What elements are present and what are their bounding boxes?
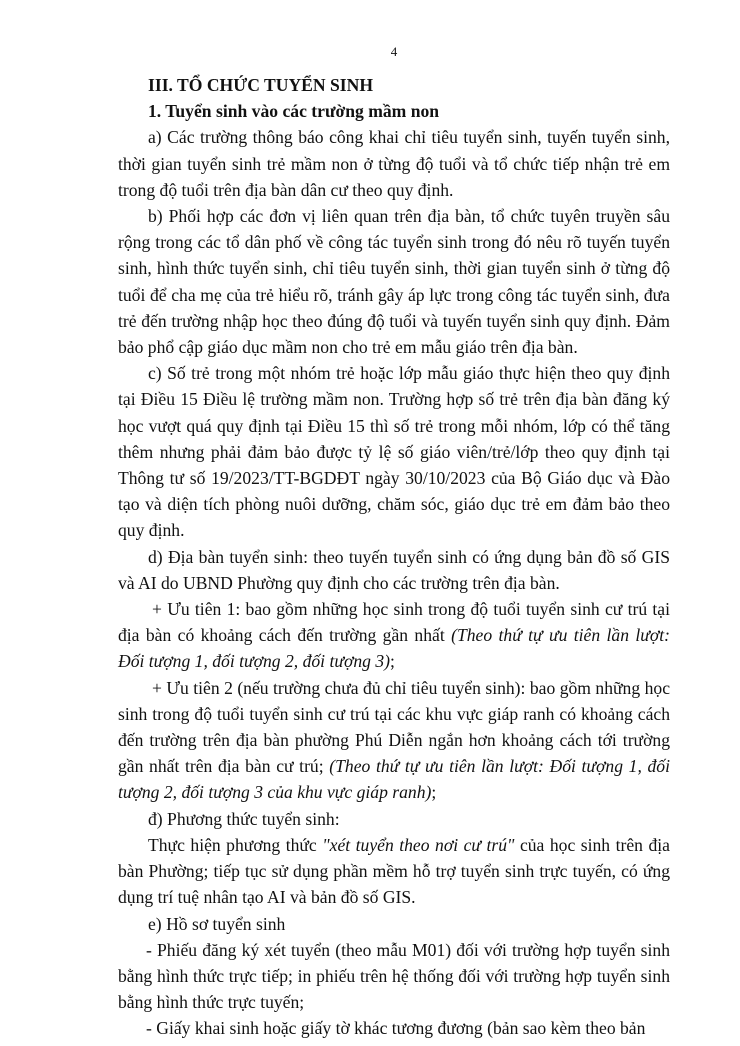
paragraph-dd: đ) Phương thức tuyển sinh:	[148, 808, 340, 829]
priority-1-end: ;	[390, 651, 395, 672]
method-post: của học sinh trên địa bàn Phường; tiếp tục sử dụng phần mềm hỗ trợ tuyển sinh trực tuyến, có ứng dụng trí tuệ nhân tạo AI và bản đồ số GIS.	[118, 834, 670, 908]
paragraph-a: a) Các trường thông báo công khai chỉ tiêu tuyển sinh, tuyến tuyển sinh, thời gian tuyển sinh trẻ mầm non ở từng độ tuổi và tổ chức tiếp nhận trẻ em trong độ tuổi trên địa bàn dân cư theo quy định.	[118, 127, 670, 200]
section-heading: III. TỔ CHỨC TUYỂN SINH	[148, 75, 374, 95]
page-number: 4	[390, 44, 398, 59]
paragraph-b: b) Phối hợp các đơn vị liên quan trên địa bàn, tổ chức tuyên truyền sâu rộng trong các tổ dân phố về công tác tuyển sinh trong đó nêu rõ tuyến tuyển sinh, hình thức tuyển sinh, chỉ tiêu tuyển sinh, thời gian tuyển sinh ở từng độ tuổi để cha mẹ của trẻ hiểu rõ, tránh gây áp lực trong công tác tuyển sinh, đưa trẻ đến trường nhập học theo đúng độ tuổi và tuyến tuyển sinh quy định. Đảm bảo phổ cập giáo dục mầm non cho trẻ em mẫu giáo trên địa bàn.	[118, 206, 670, 358]
list-item-application-form: - Phiếu đăng ký xét tuyển (theo mẫu M01) đối với trường hợp tuyển sinh bằng hình thức trực tiếp; in phiếu trên hệ thống đối với trường hợp tuyển sinh bằng hình thức trực tuyến;	[118, 939, 670, 1013]
method-paragraph	[118, 832, 670, 911]
priority-2-text: + Ưu tiên 2 (nếu trường chưa đủ chỉ tiêu tuyển sinh): bao gồm những học sinh trong độ tuổi tuyển sinh cư trú tại các khu vực giáp ranh có khoảng cách đến trường trên địa bàn phường Phú Diễn ngắn hơn khoảng cách tới trường gần nhất trên địa bàn cư trú;	[118, 677, 670, 777]
paragraph-d: d) Địa bàn tuyển sinh: theo tuyến tuyển sinh có ứng dụng bản đồ số GIS và AI do UBND Phường quy định cho các trường trên địa bàn.	[118, 546, 670, 593]
priority-2-end: ;	[431, 782, 437, 803]
method-italic: "xét tuyển theo nơi cư trú"	[322, 834, 515, 855]
priority-1-italic: (Theo thứ tự ưu tiên lần lượt: Đối tượng 1, đối tượng 2, đối tượng 3)	[118, 625, 670, 672]
subsection-heading: 1. Tuyển sinh vào các trường mầm non	[148, 101, 440, 122]
method-pre: Thực hiện phương thức	[148, 834, 323, 855]
list-item-birth-certificate: - Giấy khai sinh hoặc giấy tờ khác tương đương (bản sao kèm theo bản	[146, 1018, 646, 1039]
priority-2-paragraph	[118, 675, 670, 806]
priority-1-text: + Ưu tiên 1: bao gồm những học sinh trong độ tuổi tuyển sinh cư trú tại địa bàn có khoảng cách đến trường gần nhất	[118, 599, 670, 646]
priority-2-italic: (Theo thứ tự ưu tiên lần lượt: Đối tượng 1, đối tượng 2, đối tượng 3 của khu vực giáp ranh)	[118, 756, 670, 803]
priority-1-paragraph	[118, 596, 670, 675]
paragraph-e: e) Hồ sơ tuyển sinh	[148, 913, 286, 934]
paragraph-c: c) Số trẻ trong một nhóm trẻ hoặc lớp mẫu giáo thực hiện theo quy định tại Điều 15 Điều lệ trường mầm non. Trường hợp số trẻ trên địa bàn đăng ký học vượt quá quy định tại Điều 15 thì số trẻ trong mỗi nhóm, lớp có thể tăng thêm nhưng phải đảm bảo được tỷ lệ số giáo viên/trẻ/lớp theo quy định tại Thông tư số 19/2023/TT-BGDĐT ngày 30/10/2023 của Bộ Giáo dục và Đào tạo và diện tích phòng nuôi dưỡng, chăm sóc, giáo dục trẻ em đảm bảo theo quy định.	[118, 363, 670, 541]
